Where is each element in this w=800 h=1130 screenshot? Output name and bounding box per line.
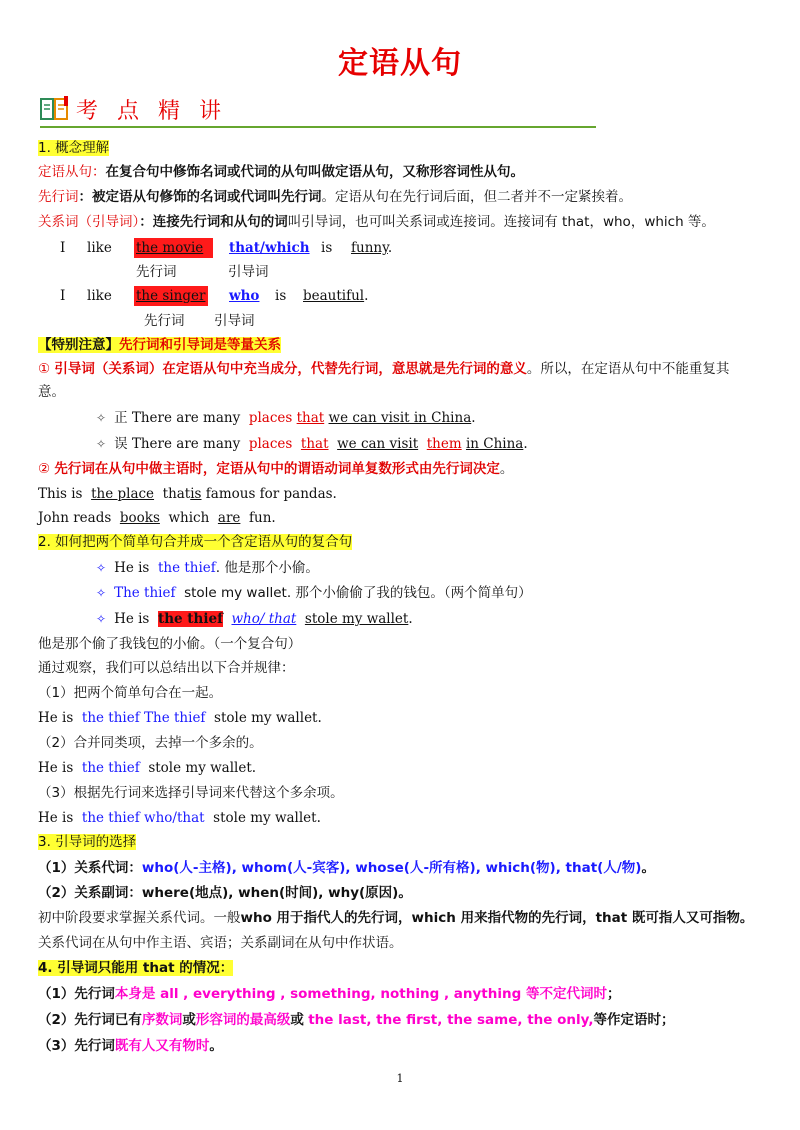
- s4-line-2: （2）先行词已有序数词或形容词的最高级或 the last, the first, the same, the only,等作定语时；: [38, 1012, 675, 1028]
- s2-rule-3: （3）根据先行词来选择引导词来代替这个多余项。: [38, 785, 344, 801]
- s3-line-3: 初中阶段要求掌握关系代词。一般who 用于指代人的先行词，which 用来指代物的先行词，that 既可指人又可指物。: [38, 910, 754, 926]
- s2-line-3: ✧ He is the thief who/ that stole my wallet.: [96, 611, 413, 627]
- s1-example-2-labels: 先行词 引导词: [144, 313, 255, 329]
- s1-def-dyc: 定语从句：在复合句中修饰名词或代词的从句叫做定语从句，又称形容词性从句。: [38, 164, 524, 180]
- page-number: 1: [396, 1072, 404, 1085]
- s1-point-2: ② 先行词在从句中做主语时，定语从句中的谓语动词单复数形式由先行词决定。: [38, 461, 514, 477]
- s2-rule-3-example: He is the thief who/that stole my wallet.: [38, 810, 321, 826]
- s1-wrong-example: ✧ 误 There are many places that we can visit them in China.: [96, 436, 528, 452]
- s1-right-example: ✧ 正 There are many places that we can visit in China.: [96, 410, 476, 426]
- s2-line-1: ✧ He is the thief. 他是那个小偷。: [96, 560, 319, 576]
- s1-example-1: I like the movie that/which is funny.: [60, 240, 393, 256]
- s3-line-4: 关系代词在从句中作主语、宾语；关系副词在从句中作状语。: [38, 935, 403, 951]
- s2-heading: 2. 如何把两个简单句合并成一个含定语从句的复合句: [38, 534, 353, 550]
- diamond-bullet-icon: ✧: [96, 612, 107, 626]
- diamond-bullet-icon: ✧: [96, 561, 107, 575]
- s3-line-2: （2）关系副词：where(地点), when(时间), why(原因)。: [38, 885, 412, 901]
- page-title: 定语从句: [338, 46, 462, 81]
- book-icon: [40, 96, 70, 124]
- s4-line-1: （1）先行词本身是 all , everything , something, nothing , anything 等不定代词时；: [38, 986, 621, 1002]
- s1-def-xxc: 先行词：被定语从句修饰的名词或代词叫先行词。定语从句在先行词后面，但二者并不一定紧挨着。: [38, 189, 632, 205]
- s1-note: 【特别注意】先行词和引导词是等量关系: [38, 337, 281, 353]
- s1-example-4: John reads books which are fun.: [38, 510, 276, 526]
- s3-line-1: （1）关系代词：who(人-主格), whom(人-宾客), whose(人-所有格), which(物), that(人/物)。: [38, 860, 655, 876]
- s1-example-1-labels: 先行词 引导词: [136, 264, 269, 280]
- s2-line-5: 通过观察，我们可以总结出以下合并规律：: [38, 660, 295, 676]
- s2-rule-1-example: He is the thief The thief stole my wallet.: [38, 710, 322, 726]
- s2-rule-2: （2）合并同类项，去掉一个多余的。: [38, 735, 263, 751]
- s1-point-1: ① 引导词（关系词）在定语从句中充当成分，代替先行词，意思就是先行词的意义。所以，在定语从句中不能重复其: [38, 361, 730, 377]
- s4-line-3: （3）先行词既有人又有物时。: [38, 1038, 223, 1054]
- section-header: [40, 92, 600, 132]
- s2-rule-2-example: He is the thief stole my wallet.: [38, 760, 257, 776]
- s4-heading: 4. 引导词只能用 that 的情况：: [38, 960, 234, 976]
- section-label: 考 点 精 讲: [76, 99, 227, 124]
- s3-heading: 3. 引导词的选择: [38, 834, 137, 850]
- s1-example-3: This is the place thatis famous for pandas.: [38, 486, 337, 502]
- s1-heading: 1. 概念理解: [38, 140, 110, 156]
- s1-point-1-cont: 意。: [38, 384, 65, 400]
- section-divider: [40, 126, 596, 128]
- s2-line-2: ✧ The thief stole my wallet. 那个小偷偷了我的钱包。（两个简单句）: [96, 585, 532, 601]
- s1-example-2: I like the singer who is beautiful.: [60, 288, 369, 304]
- s1-def-gxc: 关系词（引导词）：连接先行词和从句的词叫引导词，也可叫关系词或连接词。连接词有 that，who，which 等。: [38, 214, 715, 230]
- s2-line-4: 他是那个偷了我钱包的小偷。（一个复合句）: [38, 636, 302, 652]
- s2-rule-1: （1）把两个简单句合在一起。: [38, 685, 223, 701]
- diamond-bullet-icon: ✧: [96, 437, 107, 451]
- diamond-bullet-icon: ✧: [96, 586, 107, 600]
- diamond-bullet-icon: ✧: [96, 411, 107, 425]
